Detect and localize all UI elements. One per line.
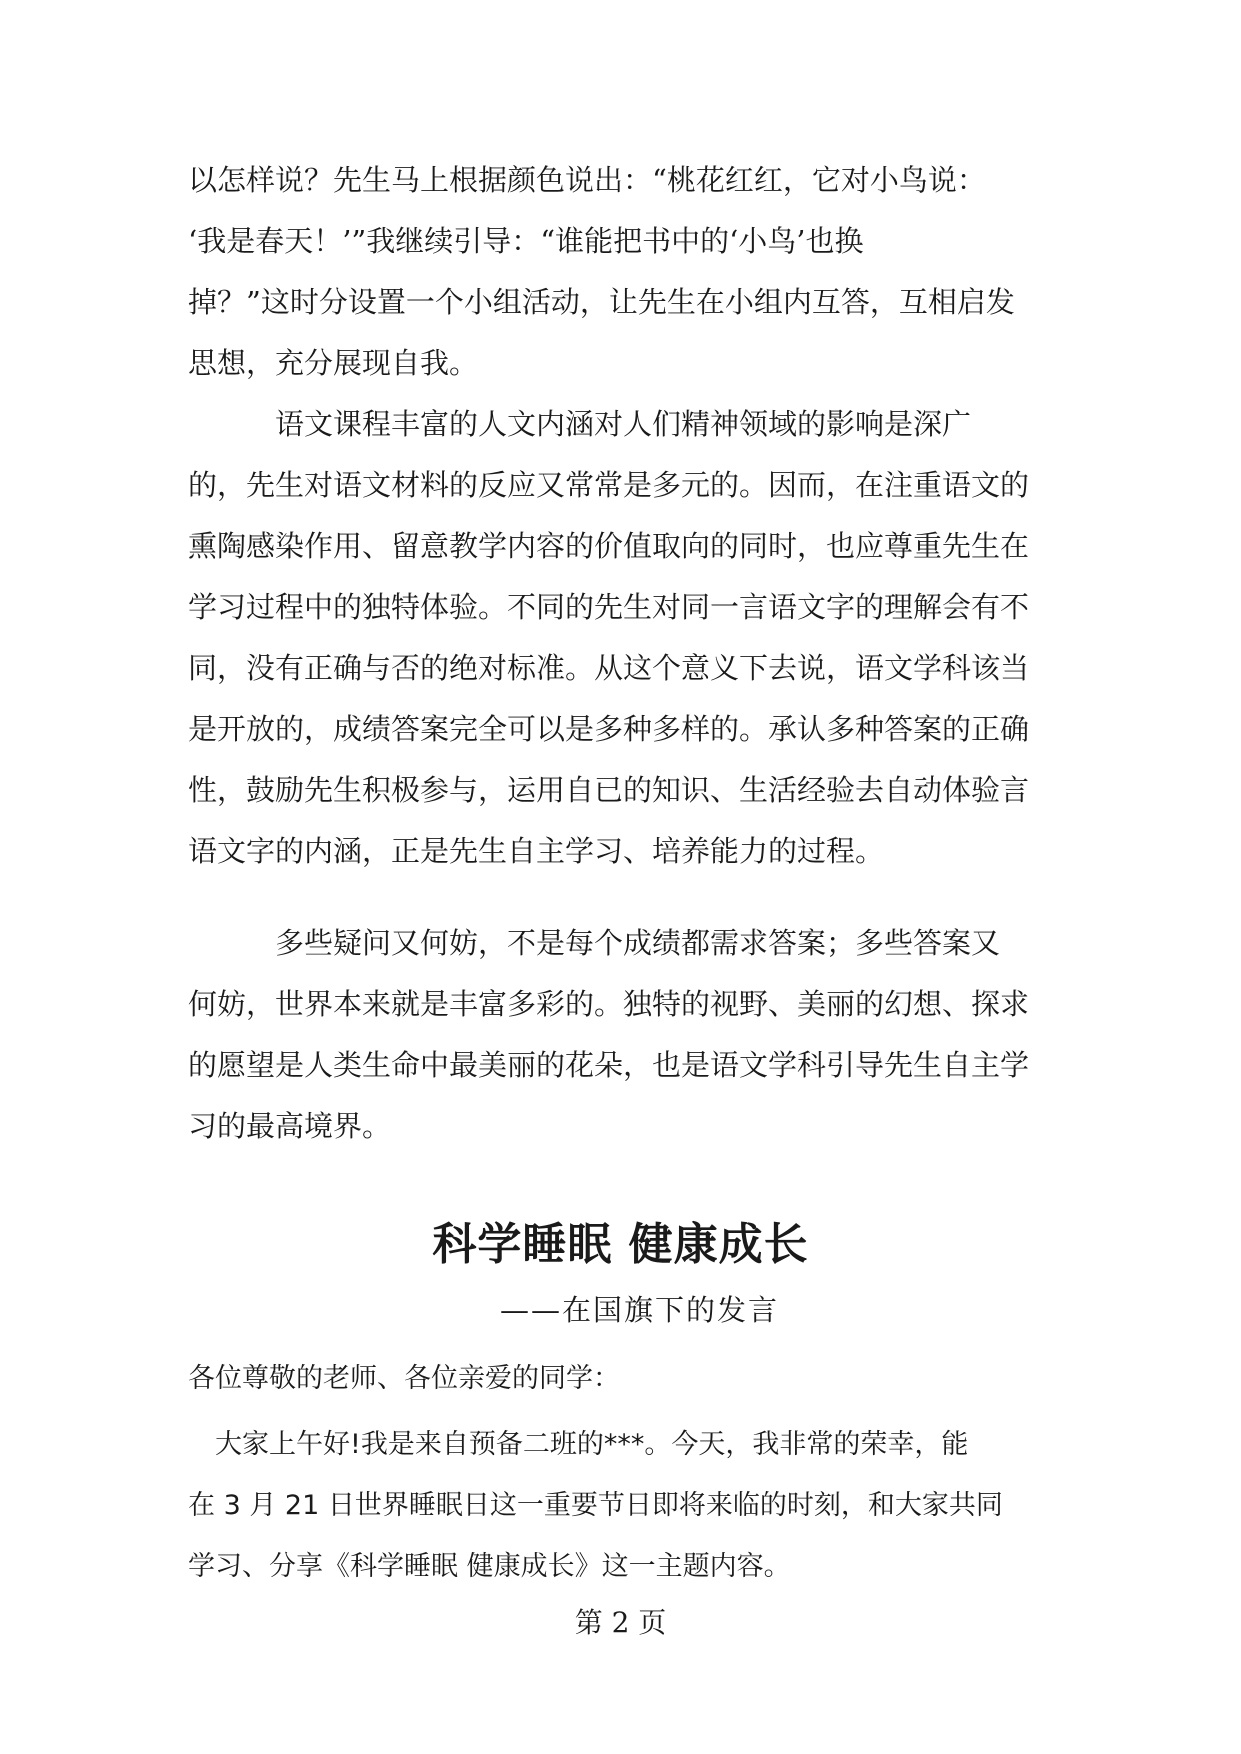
text-line: 的愿望是人类生命中最美丽的花朵，也是语文学科引导先生自主学 <box>188 1048 1030 1082</box>
text-line: 在 3 月 21 日世界睡眠日这一重要节日即将来临的时刻，和大家共同 <box>188 1490 1003 1521</box>
text-line: 思想，充分展现自我。 <box>188 346 479 380</box>
text-line: 熏陶感染作用、留意教学内容的价值取向的同时，也应尊重先生在 <box>188 529 1030 563</box>
text-line: ‘我是春天！’”我继续引导：“谁能把书中的‘小鸟’也换 <box>188 224 864 258</box>
text-line: 学习、分享《科学睡眠 健康成长》这一主题内容。 <box>188 1551 791 1582</box>
text-line: 语文字的内涵，正是先生自主学习、培养能力的过程。 <box>188 834 885 868</box>
speech-title: 科学睡眠 健康成长 <box>432 1219 809 1270</box>
speech-body-paragraph <box>188 1414 1068 1597</box>
text-line: 以怎样说？先生马上根据颜色说出：“桃花红红，它对小鸟说： <box>188 163 986 197</box>
text-line: 何妨，世界本来就是丰富多彩的。独特的视野、美丽的幻想、探求 <box>188 987 1030 1021</box>
essay-continuation-paragraph <box>188 150 1068 394</box>
text-line: 多些疑问又何妨，不是每个成绩都需求答案；多些答案又 <box>188 926 1001 960</box>
text-line: 习的最高境界。 <box>188 1109 392 1143</box>
text-line: 掉？”这时分设置一个小组活动，让先生在小组内互答，互相启发 <box>188 285 1015 319</box>
text-line: 性，鼓励先生积极参与，运用自已的知识、生活经验去自动体验言 <box>188 773 1030 807</box>
text-line: 的，先生对语文材料的反应又常常是多元的。因而，在注重语文的 <box>188 468 1030 502</box>
essay-paragraph-3 <box>188 913 1068 1157</box>
text-line: 同，没有正确与否的绝对标准。从这个意义下去说，语文学科该当 <box>188 651 1030 685</box>
speech-greeting <box>188 1348 1068 1409</box>
text-line: 各位尊敬的老师、各位亲爱的同学： <box>188 1363 620 1394</box>
text-line: 大家上午好!我是来自预备二班的***。今天，我非常的荣幸，能 <box>188 1429 969 1460</box>
speech-subtitle: ——在国旗下的发言 <box>500 1293 780 1327</box>
text-line: 语文课程丰富的人文内涵对人们精神领域的影响是深广 <box>188 407 972 441</box>
text-line: 是开放的，成绩答案完全可以是多种多样的。承认多种答案的正确 <box>188 712 1030 746</box>
text-line: 学习过程中的独特体验。不同的先生对同一言语文字的理解会有不 <box>188 590 1030 624</box>
page-number: 第 2 页 <box>574 1606 667 1639</box>
essay-paragraph-2 <box>188 394 1068 882</box>
